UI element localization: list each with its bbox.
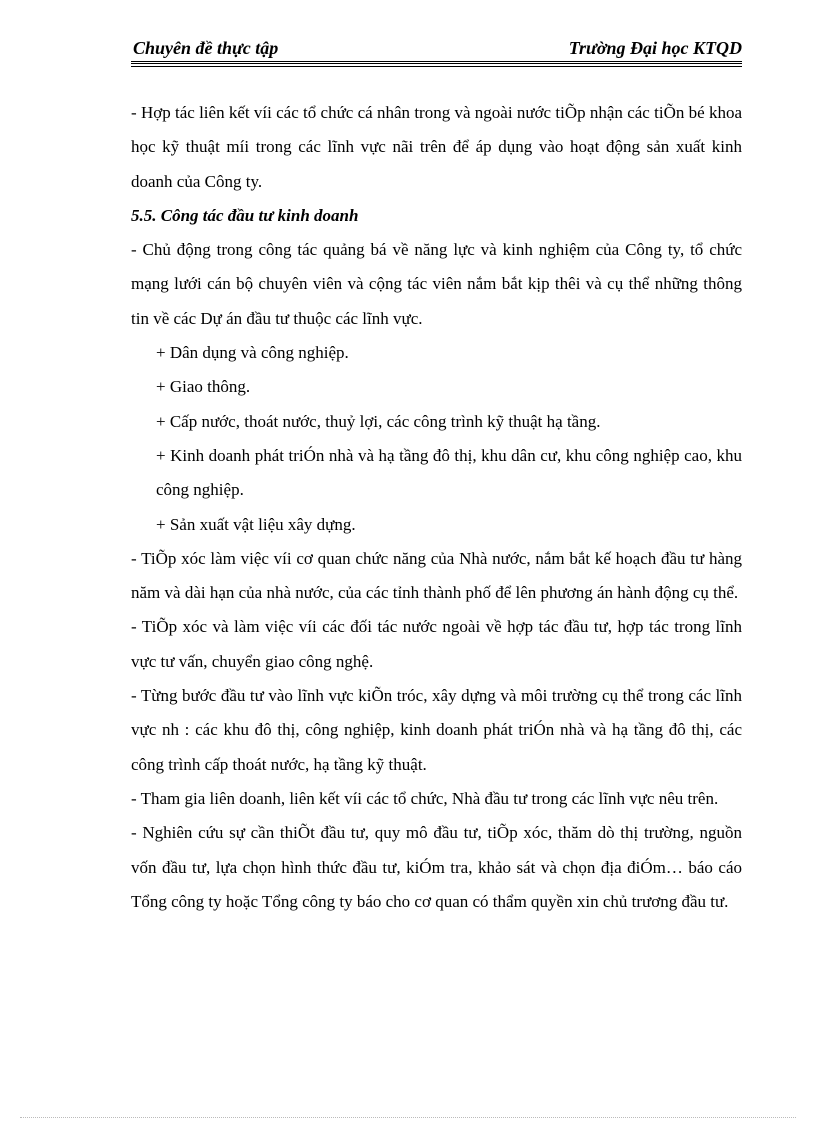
paragraph: - TiÕp xóc làm việc víi cơ quan chức năng của Nhà nước, nắm bắt kế hoạch đầu tư hàng năm và dài hạn của nhà nước, của các tỉnh thành phố để lên phương án hành động cụ thể. (131, 548, 742, 603)
paragraph: - Hợp tác liên kết víi các tổ chức cá nhân trong và ngoài nước tiÕp nhận các tiÕn bé khoa học kỹ thuật míi trong các lĩnh vực nãi trên để áp dụng vào hoạt động sản xuất kinh doanh của Công ty. (131, 103, 742, 191)
paragraph: - TiÕp xóc và làm việc víi các đối tác nước ngoài về hợp tác đầu tư, hợp tác trong lĩnh vực tư vấn, chuyển giao công nghệ. (131, 617, 742, 671)
list-item: + Kinh doanh phát triÓn nhà và hạ tầng đô thị, khu dân cư, khu công nghiệp cao, khu công nghiệp. (156, 445, 742, 500)
list-item: + Sản xuất vật liệu xây dựng. (156, 514, 356, 534)
paragraph: - Nghiên cứu sự cần thiÕt đầu tư, quy mô đầu tư, tiÕp xóc, thăm dò thị trường, nguồn vốn đầu tư, lựa chọn hình thức đầu tư, kiÓm tra, khảo sát và chọn địa điÓm… báo cáo Tổng công ty hoặc Tổng công ty báo cho cơ quan có thẩm quyền xin chủ trương đầu tư. (131, 823, 742, 911)
document-body (131, 96, 742, 919)
list-item: + Giao thông. (156, 377, 251, 397)
page-bottom-divider (20, 1117, 796, 1118)
list-item: + Cấp nước, thoát nước, thuỷ lợi, các công trình kỹ thuật hạ tầng. (156, 411, 601, 431)
header-divider (131, 61, 742, 67)
paragraph: - Chủ động trong công tác quảng bá về năng lực và kinh nghiệm của Công ty, tổ chức mạng lưới cán bộ chuyên viên và cộng tác viên nắm bắt kịp thêi và cụ thể những thông tin về các Dự án đầu tư thuộc các lĩnh vực. (131, 240, 742, 328)
list-item: + Dân dụng và công nghiệp. (156, 343, 349, 363)
page-header (131, 34, 742, 62)
paragraph: - Từng bước đầu tư vào lĩnh vực kiÕn tróc, xây dựng và môi trường cụ thể trong các lĩnh vực nh : các khu đô thị, công nghiệp, kinh doanh phát triÓn nhà và hạ tầng đô thị, các công trình cấp thoát nước, hạ tầng kỹ thuật. (131, 686, 742, 774)
header-right-title: Trường Đại học KTQD (568, 38, 742, 58)
paragraph: - Tham gia liên doanh, liên kết víi các tổ chức, Nhà đầu tư trong các lĩnh vực nêu trên. (131, 788, 719, 808)
header-left-title: Chuyên đề thực tập (133, 38, 279, 58)
section-heading: 5.5. Công tác đầu tư kinh doanh (131, 205, 359, 225)
